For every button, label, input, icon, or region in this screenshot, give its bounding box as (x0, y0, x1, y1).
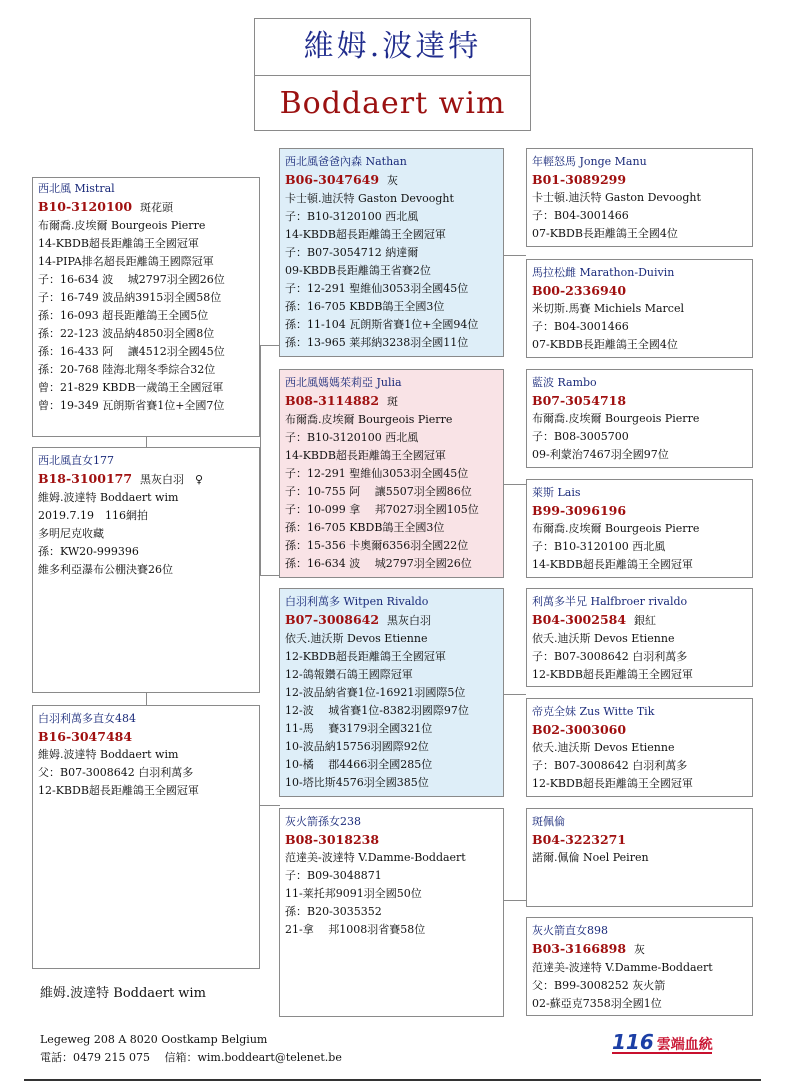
pigeon-line: 米切斯.馬賽 Michiels Marcel (532, 302, 684, 315)
pigeon-card-marathon (526, 259, 753, 358)
pigeon-line: 曾：19-349 瓦朗斯省賽1位+全國7位 (38, 399, 225, 412)
pigeon-ring: B03-3166898 (532, 941, 627, 956)
pigeon-line: 子：B07-3008642 白羽利萬多 (532, 759, 688, 772)
connector-witpen-r (504, 694, 526, 695)
pigeon-line: 子：10-755 阿 讓5507羽全國86位 (285, 485, 472, 498)
pigeon-line: 10-塔比斯4576羽全國385位 (285, 776, 429, 789)
pigeon-card-witpen (279, 588, 504, 797)
pigeon-color: 斑花頭 (140, 201, 174, 214)
pigeon-name: 斑佩倫 (532, 815, 565, 828)
pigeon-line: 依夭.迪沃斯 Devos Etienne (532, 741, 675, 754)
pigeon-ring: B16-3047484 (38, 729, 133, 744)
pigeon-card-daughter (32, 447, 260, 693)
pigeon-line: 12-波 城省賽1位-8382羽國際97位 (285, 704, 469, 717)
pigeon-line: 曾：21-829 KBDB一歲鴿王全國冠軍 (38, 381, 224, 394)
pigeon-line: 孫：20-768 陸海北翔冬季綜合32位 (38, 363, 216, 376)
pigeon-ring: B08-3114882 (285, 393, 380, 408)
pigeon-line: 2019.7.19 116網拍 (38, 509, 148, 522)
pigeon-line: 14-PIPA排名超長距離鴿王國際冠軍 (38, 255, 214, 268)
pigeon-line: 布爾喬.皮埃爾 Bourgeois Pierre (532, 412, 700, 425)
pigeon-name: 帝克全妹 Zus Witte Tik (532, 705, 655, 718)
pigeon-card-zus (526, 698, 753, 797)
pigeon-line: 11-莱托邦9091羽全國50位 (285, 887, 422, 900)
pigeon-line: 10-橘 郡4466羽全國285位 (285, 758, 433, 771)
pigeon-name: 西北風直女177 (38, 454, 114, 467)
pigeon-line: 子：B10-3120100 西北風 (285, 210, 419, 223)
connector-witpen-h (260, 805, 280, 806)
pigeon-name: 萊斯 Lais (532, 486, 581, 499)
pigeon-name: 灰火箭孫女238 (285, 815, 361, 828)
title-en: Boddaert wim (279, 86, 506, 121)
pigeon-line: 12-KBDB超長距離鴿王全國冠軍 (285, 650, 446, 663)
pigeon-line: 卡士頓.迪沃特 Gaston Devooght (285, 192, 454, 205)
bottom-rule (24, 1079, 761, 1081)
pigeon-line: 范達美-波達特 V.Damme-Boddaert (532, 961, 713, 974)
pigeon-name: 西北風媽媽茱莉亞 Julia (285, 376, 402, 389)
pigeon-color: 黑灰白羽 ♀ (140, 473, 204, 486)
pigeon-name: 馬拉松雌 Marathon-Duivin (532, 266, 675, 279)
pigeon-line: 孫：16-705 KBDB鴿王全國3位 (285, 300, 445, 313)
pigeon-line: 12-鴿報鑽石鴿王國際冠軍 (285, 668, 413, 681)
pigeon-line: 10-波品納15756羽國際92位 (285, 740, 429, 753)
pigeon-line: 子：12-291 聖維仙3053羽全國45位 (285, 282, 469, 295)
pigeon-line: 11-馬 賽3179羽全國321位 (285, 722, 433, 735)
pigeon-ring: B18-3100177 (38, 471, 133, 486)
pigeon-line: 14-KBDB超長距離鴿王全國冠軍 (285, 228, 446, 241)
pigeon-name: 年輕怒馬 Jonge Manu (532, 155, 647, 168)
pigeon-card-witpen-daughter (32, 705, 260, 969)
pigeon-line: 子：B07-3054712 納達爾 (285, 246, 419, 259)
pigeon-line: 范達美-波達特 V.Damme-Boddaert (285, 851, 466, 864)
pigeon-line: 孫：16-433 阿 讓4512羽全國45位 (38, 345, 225, 358)
title-cn: 維姆.波達特 (255, 19, 530, 76)
pigeon-name: 藍波 Rambo (532, 376, 597, 389)
pigeon-ring: B07-3054718 (532, 393, 627, 408)
pigeon-line: 09-KBDB長距離鴿王省賽2位 (285, 264, 431, 277)
pigeon-card-dam (279, 369, 504, 578)
pigeon-name: 白羽利萬多 Witpen Rivaldo (285, 595, 429, 608)
pigeon-line: 子：B04-3001466 (532, 320, 629, 333)
pigeon-line: 子：10-099 拿 邦7027羽全國105位 (285, 503, 479, 516)
pigeon-line: 子：B10-3120100 西北風 (285, 431, 419, 444)
connector-main-h2 (260, 575, 280, 576)
pigeon-line: 依夭.迪沃斯 Devos Etienne (285, 632, 428, 645)
pigeon-card-halfbroer (526, 588, 753, 687)
pigeon-card-lais (526, 479, 753, 578)
pigeon-name: 西北風 Mistral (38, 182, 115, 195)
breeder-name: 維姆.波達特 Boddaert wim (40, 986, 206, 1001)
pigeon-line: 孫：B20-3035352 (285, 905, 382, 918)
pigeon-card-main (32, 177, 260, 437)
pigeon-ring: B04-3223271 (532, 832, 627, 847)
pigeon-card-sire (279, 148, 504, 357)
logo-text: 雲端血統 (656, 1037, 713, 1053)
pigeon-line: 孫：KW20-999396 (38, 545, 139, 558)
pigeon-line: 09-利蒙治7467羽全國97位 (532, 448, 669, 461)
pigeon-color: 銀紅 (634, 614, 657, 627)
pigeon-line: 12-波品納省賽1位-16921羽國際5位 (285, 686, 466, 699)
pigeon-line: 孫：16-634 波 城2797羽全國26位 (285, 557, 472, 570)
pigeon-line: 02-蘇亞克7358羽全國1位 (532, 997, 662, 1010)
pigeon-card-rambo (526, 369, 753, 468)
pigeon-line: 布爾喬.皮埃爾 Bourgeois Pierre (285, 413, 453, 426)
pigeon-line: 07-KBDB長距離鴿王全國4位 (532, 338, 678, 351)
brand-logo (612, 1030, 713, 1054)
pigeon-line: 父：B99-3008252 灰火箭 (532, 979, 666, 992)
pigeon-line: 布爾喬.皮埃爾 Bourgeois Pierre (38, 219, 206, 232)
connector-grey-r (504, 900, 526, 901)
pigeon-line: 12-KBDB超長距離鴿王全國冠軍 (532, 777, 693, 790)
pigeon-line: 07-KBDB長距離鴿王全國4位 (532, 227, 678, 240)
pigeon-ring: B01-3089299 (532, 172, 627, 187)
pigeon-line: 12-KBDB超長距離鴿王全國冠軍 (38, 784, 199, 797)
pigeon-line: 諾爾.佩倫 Noel Peiren (532, 851, 649, 864)
pigeon-line: 孫：11-104 瓦朗斯省賽1位+全國94位 (285, 318, 479, 331)
pigeon-color: 黑灰白羽 (387, 614, 432, 627)
pigeon-line: 子：B07-3008642 白羽利萬多 (532, 650, 688, 663)
pigeon-line: 14-KBDB超長距離鴿王全國冠軍 (285, 449, 446, 462)
pigeon-ring: B00-2336940 (532, 283, 627, 298)
pigeon-ring: B06-3047649 (285, 172, 380, 187)
pigeon-line: 維姆.波達特 Boddaert wim (38, 748, 179, 761)
connector-main-h (260, 345, 279, 346)
logo-number: 116 (612, 1030, 654, 1054)
pigeon-color: 灰 (387, 174, 399, 187)
footer-address: Legeweg 208 A 8020 Oostkamp Belgium (40, 1033, 268, 1046)
pigeon-card-jonge-manu (526, 148, 753, 247)
pigeon-ring: B99-3096196 (532, 503, 627, 518)
pigeon-ring: B07-3008642 (285, 612, 380, 627)
pigeon-line: 子：B10-3120100 西北風 (532, 540, 666, 553)
pigeon-ring: B02-3003060 (532, 722, 627, 737)
pigeon-ring: B04-3002584 (532, 612, 627, 627)
connector-dam-h (504, 484, 526, 485)
pigeon-name: 白羽利萬多直女484 (38, 712, 136, 725)
pigeon-card-grey-daughter (279, 808, 504, 1017)
pigeon-name: 利萬多半兄 Halfbroer rivaldo (532, 595, 688, 608)
footer-contact: 電話：0479 215 075 信箱：wim.boddeart@telenet.be (40, 1051, 342, 1064)
pigeon-ring: B10-3120100 (38, 199, 133, 214)
pigeon-line: 維多利亞瀑布公棚決賽26位 (38, 563, 173, 576)
pigeon-card-grey-rocket-daughter (526, 917, 753, 1016)
connector-main-v2 (260, 345, 261, 575)
pigeon-line: 父：B07-3008642 白羽利萬多 (38, 766, 194, 779)
pigeon-line: 孫：16-705 KBDB鴿王全國3位 (285, 521, 445, 534)
pigeon-line: 子：16-634 波 城2797羽全國26位 (38, 273, 225, 286)
pigeon-line: 卡士頓.迪沃特 Gaston Devooght (532, 191, 701, 204)
pigeon-line: 14-KBDB超長距離鴿王全國冠軍 (532, 558, 693, 571)
pigeon-line: 孫：22-123 波品納4850羽全國8位 (38, 327, 215, 340)
pigeon-ring: B08-3018238 (285, 832, 380, 847)
pigeon-color: 灰 (634, 943, 646, 956)
pigeon-line: 子：12-291 聖維仙3053羽全國45位 (285, 467, 469, 480)
title-box (254, 18, 531, 131)
pigeon-line: 多明尼克收藏 (38, 527, 104, 540)
pigeon-line: 孫：15-356 卡奧爾6356羽全國22位 (285, 539, 469, 552)
pigeon-line: 依夭.迪沃斯 Devos Etienne (532, 632, 675, 645)
connector-sire-h (504, 255, 526, 256)
pigeon-line: 布爾喬.皮埃爾 Bourgeois Pierre (532, 522, 700, 535)
pigeon-line: 子：16-749 波品納3915羽全國58位 (38, 291, 222, 304)
pigeon-line: 子：B08-3005700 (532, 430, 629, 443)
pigeon-line: 孫：16-093 超長距離鴿王全國5位 (38, 309, 209, 322)
pigeon-line: 子：B04-3001466 (532, 209, 629, 222)
pigeon-line: 12-KBDB超長距離鴿王全國冠軍 (532, 668, 693, 681)
pigeon-line: 子：B09-3048871 (285, 869, 382, 882)
pigeon-line: 孫：13-965 莱邦納3238羽全國11位 (285, 336, 469, 349)
pigeon-name: 西北風爸爸內森 Nathan (285, 155, 407, 168)
pigeon-name: 灰火箭直女898 (532, 924, 608, 937)
pigeon-card-peiren (526, 808, 753, 907)
pigeon-line: 21-拿 邦1008羽省賽58位 (285, 923, 426, 936)
pigeon-color: 斑 (387, 395, 399, 408)
pigeon-line: 維姆.波達特 Boddaert wim (38, 491, 179, 504)
pigeon-line: 14-KBDB超長距離鴿王全國冠軍 (38, 237, 199, 250)
